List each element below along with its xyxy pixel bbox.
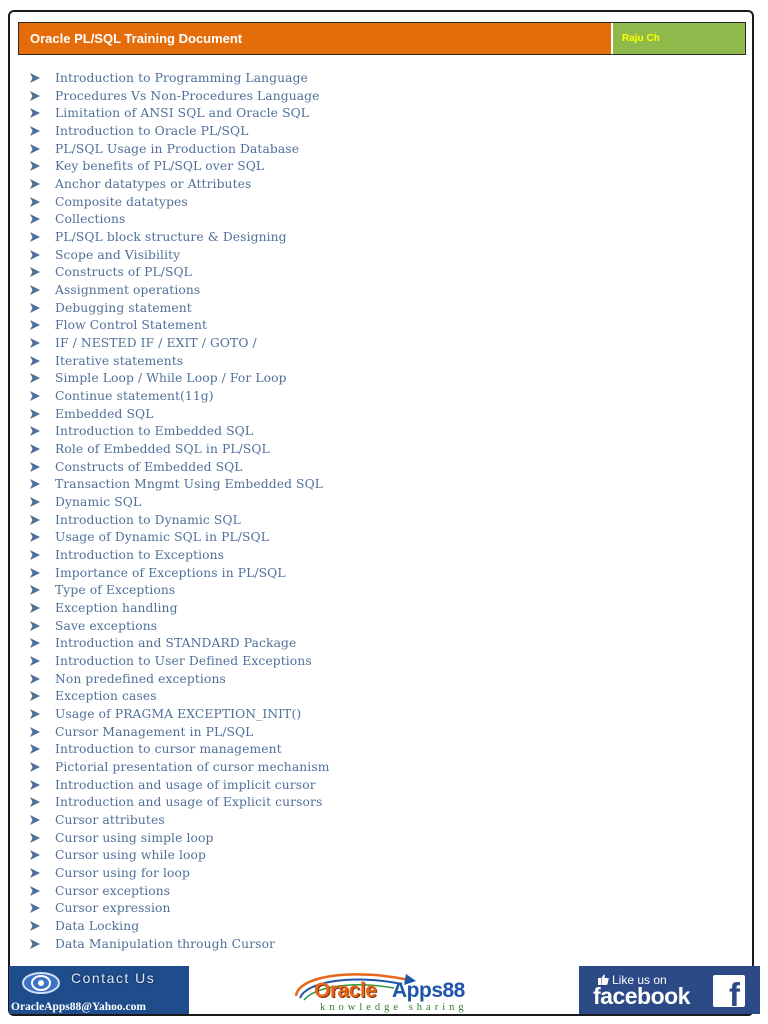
topic-item [30,811,330,829]
topic-item [30,334,330,352]
arrow-bullet-icon [30,691,55,701]
arrow-bullet-icon [30,780,55,790]
arrow-bullet-icon [30,391,55,401]
topic-label: Cursor using while loop [55,848,206,863]
topic-label: Iterative statements [55,353,184,368]
arrow-bullet-icon [30,444,55,454]
topic-label: Usage of Dynamic SQL in PL/SQL [55,530,269,545]
topic-label: Usage of PRAGMA EXCEPTION_INIT() [55,707,302,722]
arrow-bullet-icon [30,462,55,472]
topic-item [30,157,330,175]
arrow-bullet-icon [30,585,55,595]
arrow-bullet-icon [30,426,55,436]
facebook-f-letter: f [729,976,740,1013]
arrow-bullet-icon [30,868,55,878]
arrow-bullet-icon [30,903,55,913]
topic-item [30,140,330,158]
topic-label: Dynamic SQL [55,494,142,509]
arrow-bullet-icon [30,497,55,507]
topic-item [30,635,330,653]
topic-label: Simple Loop / While Loop / For Loop [55,371,287,386]
topic-label: PL/SQL block structure & Designing [55,229,287,244]
facebook-like-text: Like us on [612,973,667,987]
topic-item [30,794,330,812]
topic-item [30,917,330,935]
topic-item [30,122,330,140]
topic-item [30,299,330,317]
arrow-bullet-icon [30,744,55,754]
topic-label: Collections [55,212,126,227]
topic-item [30,69,330,87]
topic-label: Save exceptions [55,618,158,633]
footer [0,966,768,1016]
topic-label: Cursor expression [55,901,171,916]
topic-label: Procedures Vs Non-Procedures Language [55,88,320,103]
topic-item [30,776,330,794]
arrow-bullet-icon [30,815,55,825]
topic-item [30,193,330,211]
topic-item [30,228,330,246]
topic-item [30,369,330,387]
topic-label: Role of Embedded SQL in PL/SQL [55,441,270,456]
facebook-f-icon [713,975,745,1013]
arrow-bullet-icon [30,338,55,348]
topic-label: Introduction to cursor management [55,742,282,757]
topic-label: Flow Control Statement [55,318,208,333]
arrow-bullet-icon [30,232,55,242]
arrow-bullet-icon [30,550,55,560]
topic-label: Constructs of PL/SQL [55,265,192,280]
topic-item [30,705,330,723]
topic-item [30,387,330,405]
facebook-wordmark: facebook [593,983,690,1009]
arrow-bullet-icon [30,603,55,613]
arrow-bullet-icon [30,568,55,578]
arrow-bullet-icon [30,479,55,489]
topic-item [30,652,330,670]
topic-item [30,175,330,193]
arrow-bullet-icon [30,356,55,366]
topic-label: Assignment operations [55,282,201,297]
topic-item [30,741,330,759]
arrow-bullet-icon [30,850,55,860]
author-name: Raju Ch [613,23,745,54]
contact-email[interactable]: OracleApps88@Yahoo.com [11,1001,146,1013]
arrow-bullet-icon [30,214,55,224]
topic-item [30,210,330,228]
topic-label: Type of Exceptions [55,583,176,598]
topic-item [30,882,330,900]
arrow-bullet-icon [30,108,55,118]
topic-item [30,316,330,334]
topic-label: Introduction and usage of Explicit cursors [55,795,323,810]
topic-label: Introduction to Dynamic SQL [55,512,241,527]
topic-label: Composite datatypes [55,194,188,209]
arrow-bullet-icon [30,921,55,931]
topic-item [30,900,330,918]
topic-label: Cursor exceptions [55,883,171,898]
topic-item [30,104,330,122]
topic-item [30,688,330,706]
topic-item [30,511,330,529]
topic-item [30,864,330,882]
arrow-bullet-icon [30,621,55,631]
topic-item [30,458,330,476]
topic-label: Cursor using for loop [55,866,191,881]
topic-item [30,246,330,264]
topic-label: Introduction to Embedded SQL [55,424,254,439]
arrow-bullet-icon [30,303,55,313]
arrow-bullet-icon [30,144,55,154]
topic-item [30,422,330,440]
topic-label: IF / NESTED IF / EXIT / GOTO / [55,335,257,350]
arrow-bullet-icon [30,91,55,101]
arrow-bullet-icon [30,833,55,843]
topic-item [30,546,330,564]
arrow-bullet-icon [30,161,55,171]
topic-label: PL/SQL Usage in Production Database [55,141,300,156]
topic-item [30,263,330,281]
topic-label: Pictorial presentation of cursor mechanism [55,760,330,775]
topic-label: Cursor Management in PL/SQL [55,724,254,739]
arrow-bullet-icon [30,320,55,330]
arrow-bullet-icon [30,409,55,419]
contact-globe-icon [21,971,61,995]
topic-label: Limitation of ANSI SQL and Oracle SQL [55,106,310,121]
topic-label: Exception cases [55,689,157,704]
arrow-bullet-icon [30,939,55,949]
arrow-bullet-icon [30,373,55,383]
topic-item [30,352,330,370]
topic-label: Embedded SQL [55,406,154,421]
topic-label: Scope and Visibility [55,247,181,262]
arrow-bullet-icon [30,250,55,260]
topic-label: Introduction and usage of implicit cursor [55,777,316,792]
topic-label: Introduction to Programming Language [55,70,308,85]
topic-label: Continue statement(11g) [55,388,214,403]
topic-label: Data Locking [55,919,140,934]
arrow-bullet-icon [30,126,55,136]
arrow-bullet-icon [30,886,55,896]
arrow-bullet-icon [30,267,55,277]
topic-label: Cursor using simple loop [55,830,214,845]
topic-item [30,405,330,423]
document-header [18,22,746,55]
topic-label: Cursor attributes [55,813,165,828]
arrow-bullet-icon [30,656,55,666]
arrow-bullet-icon [30,709,55,719]
topic-label: Data Manipulation through Cursor [55,936,276,951]
topic-item [30,581,330,599]
arrow-bullet-icon [30,515,55,525]
arrow-bullet-icon [30,797,55,807]
topic-label: Introduction to Exceptions [55,547,225,562]
topic-item [30,758,330,776]
topic-item [30,847,330,865]
topic-item [30,935,330,953]
oracleapps88-logo [292,966,477,1014]
logo-tagline: knowledge sharing [320,1002,468,1013]
topic-item [30,281,330,299]
topic-label: Importance of Exceptions in PL/SQL [55,565,286,580]
arrow-bullet-icon [30,762,55,772]
arrow-bullet-icon [30,638,55,648]
topic-label: Non predefined exceptions [55,671,226,686]
topic-item [30,723,330,741]
topic-label: Constructs of Embedded SQL [55,459,243,474]
logo-text-oracle: Oracle [314,979,377,1002]
topic-item [30,829,330,847]
topic-item [30,528,330,546]
topic-label: Key benefits of PL/SQL over SQL [55,159,265,174]
topic-item [30,599,330,617]
topic-label: Transaction Mngmt Using Embedded SQL [55,477,324,492]
topic-item [30,475,330,493]
arrow-bullet-icon [30,727,55,737]
topic-label: Exception handling [55,600,178,615]
topic-item [30,87,330,105]
arrow-bullet-icon [30,179,55,189]
contact-us-banner[interactable] [9,966,189,1014]
topic-label: Debugging statement [55,300,192,315]
topic-label: Introduction to Oracle PL/SQL [55,123,249,138]
topic-item [30,440,330,458]
topic-label: Introduction to User Defined Exceptions [55,654,312,668]
topic-label: Introduction and STANDARD Package [55,636,297,651]
topic-item [30,564,330,582]
facebook-like-banner[interactable] [579,966,760,1014]
topic-item [30,617,330,635]
arrow-bullet-icon [30,73,55,83]
topic-label: Anchor datatypes or Attributes [55,176,252,191]
topic-list [30,69,330,953]
arrow-bullet-icon [30,532,55,542]
arrow-bullet-icon [30,285,55,295]
topic-item [30,670,330,688]
topic-item [30,493,330,511]
document-title: Oracle PL/SQL Training Document [19,23,613,54]
arrow-bullet-icon [30,674,55,684]
contact-us-label: Contact Us [71,970,156,986]
arrow-bullet-icon [30,197,55,207]
logo-text-apps88: Apps88 [392,979,465,1002]
